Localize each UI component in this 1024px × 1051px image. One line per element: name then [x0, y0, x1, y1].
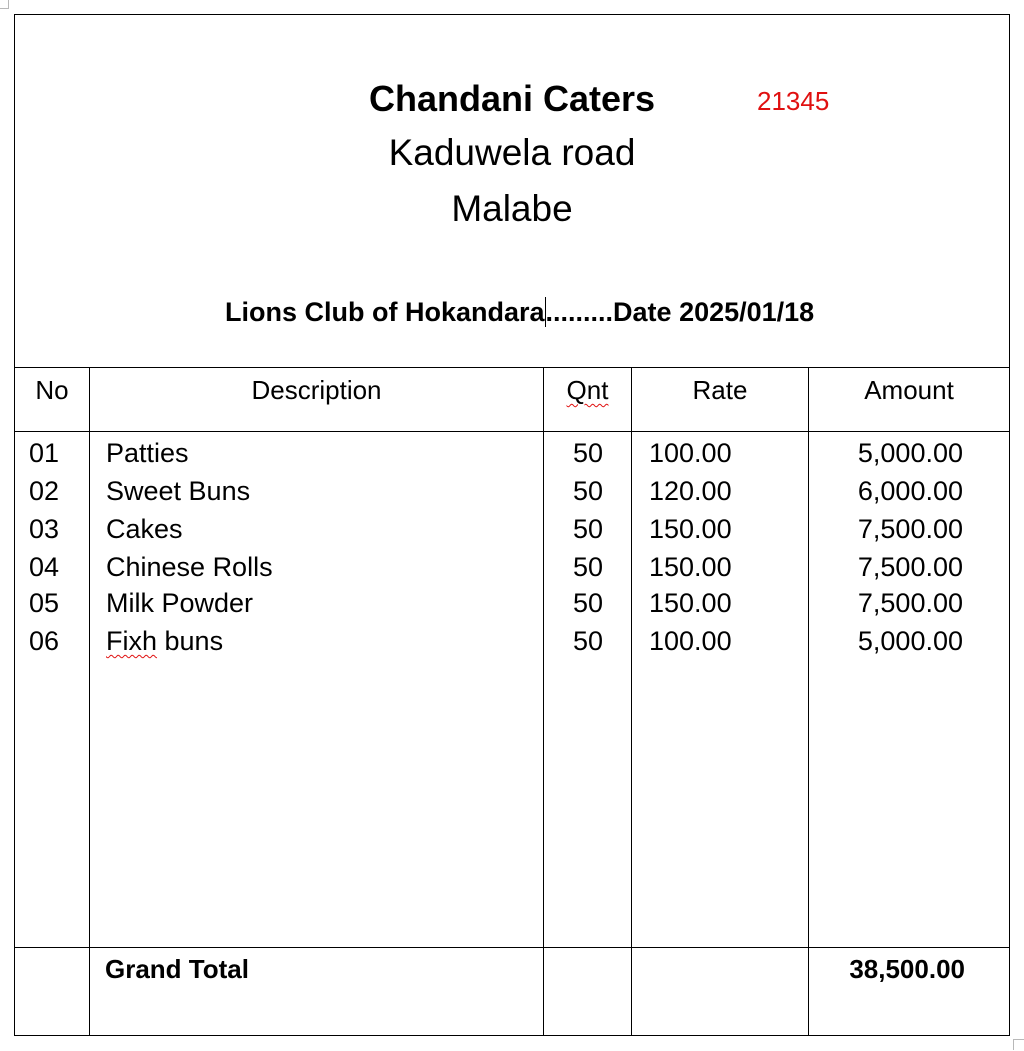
row-3-qnt: 50 — [573, 514, 604, 544]
row-5-qnt: 50 — [573, 588, 604, 618]
row-3-rate: 150.00 — [649, 514, 732, 544]
header-rate: Rate — [692, 375, 748, 405]
row-2-description: Sweet Buns — [106, 476, 251, 506]
row-2-no: 02 — [29, 476, 60, 506]
row-6-no: 06 — [29, 626, 60, 656]
header-qnt — [544, 373, 631, 407]
row-6-description-rest: buns — [157, 626, 224, 656]
header-row-divider — [15, 431, 1009, 432]
row-5-amount: 7,500.00 — [857, 588, 963, 618]
company-name: Chandani Caters — [368, 78, 656, 119]
address-line-1: Kaduwela road — [388, 132, 636, 173]
invoice-date: Date 2025/01/18 — [613, 297, 815, 327]
customer-line[interactable] — [225, 295, 814, 329]
row-4-rate: 150.00 — [649, 552, 732, 582]
row-1-no: 01 — [29, 438, 60, 468]
column-divider — [89, 367, 90, 1035]
row-5-no: 05 — [29, 588, 60, 618]
address-line-2: Malabe — [451, 188, 573, 229]
customer-separator: ......... — [545, 297, 614, 327]
column-divider — [543, 367, 544, 1035]
row-1-amount: 5,000.00 — [857, 438, 963, 468]
column-divider — [808, 367, 809, 1035]
page-corner-mark — [0, 0, 9, 9]
column-divider — [631, 367, 632, 1035]
invoice-number: 21345 — [757, 86, 830, 116]
row-2-rate: 120.00 — [649, 476, 732, 506]
row-5-rate: 150.00 — [649, 588, 732, 618]
header-description: Description — [251, 375, 382, 405]
row-3-description: Cakes — [106, 514, 183, 544]
row-6-qnt: 50 — [573, 626, 604, 656]
header-qnt-label: Qnt — [566, 375, 609, 405]
header-amount: Amount — [864, 375, 954, 405]
row-6-description — [106, 624, 223, 658]
row-3-no: 03 — [29, 514, 60, 544]
row-3-amount: 7,500.00 — [857, 514, 963, 544]
grand-total-value: 38,500.00 — [849, 954, 965, 984]
row-6-rate: 100.00 — [649, 626, 732, 656]
header-no: No — [35, 375, 69, 405]
row-6-amount: 5,000.00 — [857, 626, 963, 656]
invoice-document — [14, 14, 1010, 1036]
row-2-qnt: 50 — [573, 476, 604, 506]
row-4-description: Chinese Rolls — [106, 552, 273, 582]
row-4-amount: 7,500.00 — [857, 552, 963, 582]
customer-name: Lions Club of Hokandara — [225, 297, 545, 327]
total-row-divider — [15, 947, 1009, 948]
row-1-description: Patties — [106, 438, 189, 468]
page-corner-mark — [1013, 1039, 1024, 1050]
row-1-qnt: 50 — [573, 438, 604, 468]
grand-total-label: Grand Total — [105, 954, 249, 984]
row-4-qnt: 50 — [573, 552, 604, 582]
misspelled-word: Fixh — [106, 626, 158, 656]
row-2-amount: 6,000.00 — [857, 476, 963, 506]
row-1-rate: 100.00 — [649, 438, 732, 468]
row-5-description: Milk Powder — [106, 588, 254, 618]
invoice-header — [15, 15, 1009, 368]
row-4-no: 04 — [29, 552, 60, 582]
